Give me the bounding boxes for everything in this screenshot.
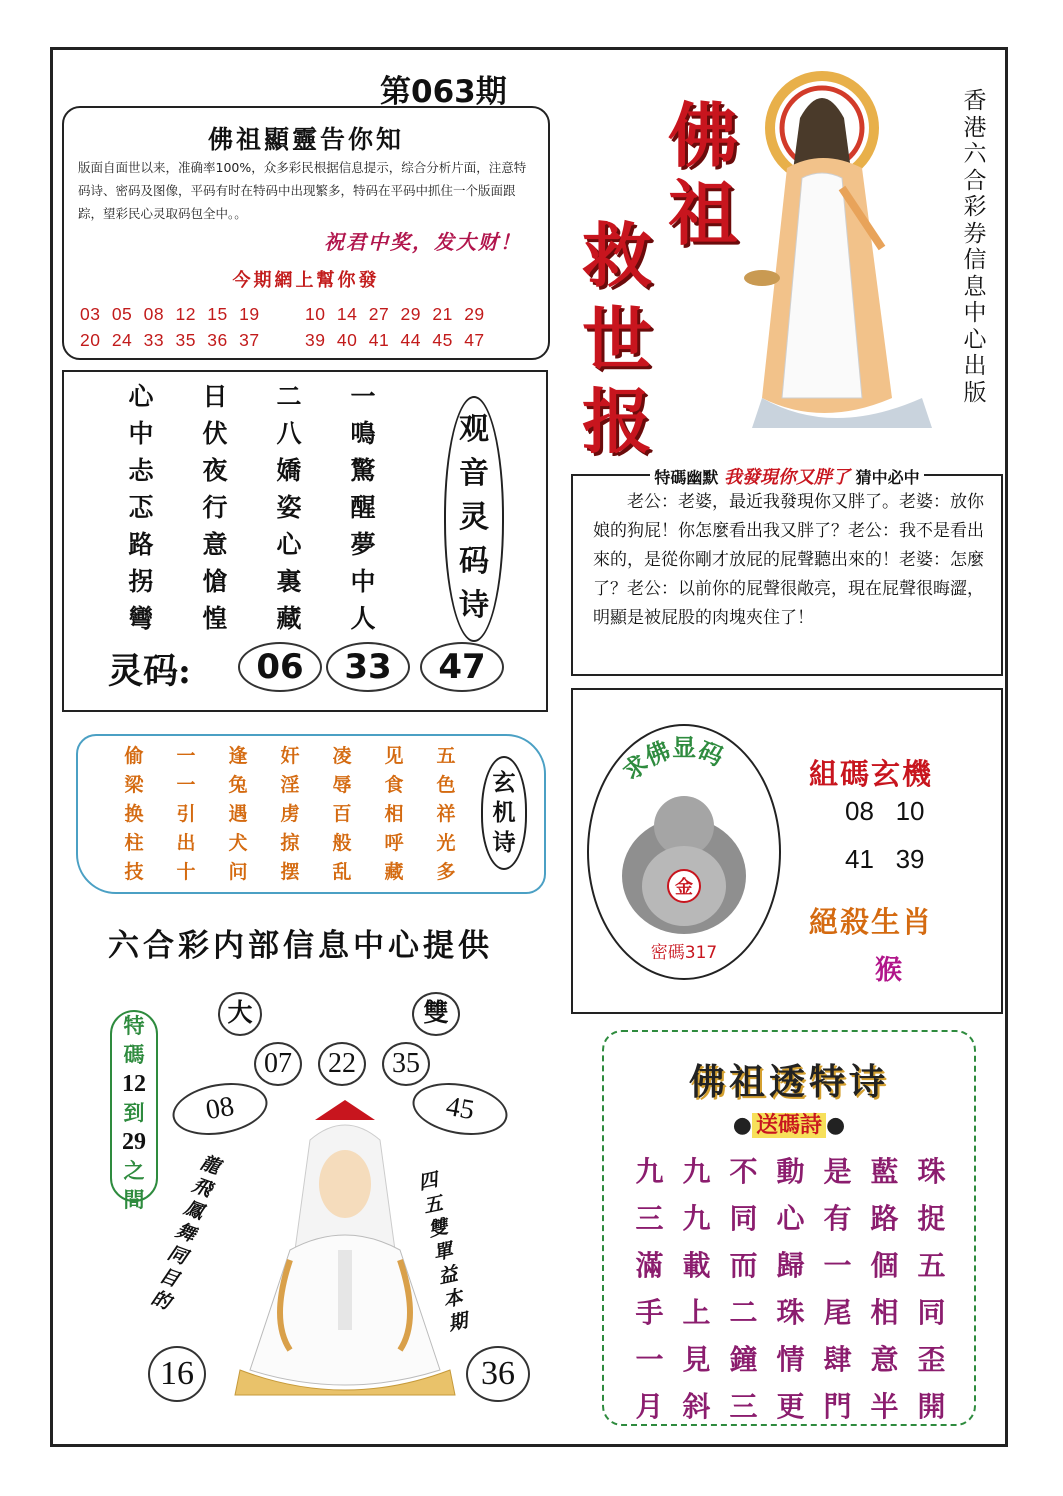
poem-char: 人	[350, 604, 376, 633]
double-circle: 雙	[412, 992, 460, 1036]
poem-title-oval	[444, 396, 504, 642]
poem-char: 中	[128, 419, 154, 448]
number-oval-left: 08	[168, 1076, 271, 1142]
joke-head-suffix: 猜中必中	[855, 468, 920, 487]
group-code-row-1: 08 10	[845, 796, 925, 826]
poem-char: 中	[350, 567, 376, 596]
poem2-char: 相	[870, 1296, 899, 1329]
xuanji-grid	[108, 742, 472, 887]
notice-wish: 祝君中奖，发大财！	[324, 230, 522, 254]
poem-char: 夢	[350, 530, 376, 559]
poem2-char: 歸	[776, 1249, 805, 1282]
xuanji-char: 食	[384, 774, 404, 796]
poem2-char: 九	[682, 1202, 711, 1235]
xuanji-char: 祥	[436, 803, 456, 825]
xuanji-char: 柱	[124, 832, 144, 854]
poem-char: 惶	[202, 604, 228, 633]
notice-title: 佛祖顯靈告你知	[207, 125, 404, 154]
poem2-char: 門	[823, 1390, 852, 1423]
poem-char: 藏	[276, 604, 302, 633]
poem-char: 嬌	[276, 456, 302, 485]
xuanji-char: 虏	[280, 803, 300, 825]
poem2-char: 九	[635, 1155, 664, 1188]
tema-char: 之	[123, 1159, 145, 1183]
poem-char: 一	[350, 382, 376, 411]
poem2-char: 是	[823, 1155, 852, 1188]
xuanji-char: 犬	[228, 832, 248, 854]
poem2-char: 半	[870, 1390, 899, 1423]
poem2-char: 上	[682, 1296, 711, 1329]
number-row-2: 20 24 33 35 36 37 39 40 41 44 45 47	[80, 330, 485, 350]
poem-char: 醒	[350, 493, 376, 522]
xuanji-char: 相	[384, 803, 404, 825]
xuanji-char: 遇	[228, 803, 248, 825]
title-char-4: 世	[582, 298, 652, 381]
provider-line: 六合彩内部信息中心提供	[108, 928, 493, 964]
lingma-label: 灵码:	[108, 651, 191, 692]
number-circle-bottom-right: 36	[466, 1346, 530, 1402]
poem-title-char: 码	[459, 544, 489, 579]
poem-grid	[104, 380, 400, 635]
xuanji-char: 百	[332, 803, 352, 825]
poem2-subtitle-line: ● 送碼詩 ●	[732, 1113, 846, 1138]
group-code-row-2: 41 39	[845, 844, 925, 874]
number-row-1: 03 05 08 12 15 19 10 14 27 29 21 29	[80, 304, 485, 324]
poem2-char: 有	[823, 1202, 852, 1235]
xuanji-char: 藏	[384, 861, 404, 883]
xuanji-char: 一	[176, 774, 196, 796]
poem2-char: 見	[682, 1343, 711, 1376]
poem2-char: 月	[635, 1390, 664, 1423]
xuanji-title-char: 玄	[492, 770, 516, 796]
poem2-subtitle: 送碼詩	[752, 1113, 826, 1138]
poem-char: 拐	[128, 567, 154, 596]
poem-title-char: 灵	[459, 500, 489, 535]
xuanji-char: 见	[384, 745, 404, 767]
title-char-1: 佛	[668, 94, 738, 177]
joke-head-prefix: 特碼幽默	[654, 468, 719, 487]
poem2-char: 捉	[917, 1202, 946, 1235]
poem2-char: 手	[635, 1296, 664, 1329]
poem2-grid	[626, 1148, 955, 1430]
lingma-number: 47	[420, 642, 504, 692]
poem2-char: 同	[917, 1296, 946, 1329]
xuanji-char: 色	[436, 774, 456, 796]
poem2-char: 鐘	[729, 1343, 758, 1376]
poem-char: 意	[202, 530, 228, 559]
xuanji-char: 凌	[332, 745, 352, 767]
poem2-char: 意	[870, 1343, 899, 1376]
poem2-char: 而	[729, 1249, 758, 1282]
poem-char: 心	[276, 530, 302, 559]
poem2-char: 不	[729, 1155, 758, 1188]
poem2-char: 滿	[635, 1249, 664, 1282]
xuanji-char: 掠	[280, 832, 300, 854]
poem2-char: 肆	[823, 1343, 852, 1376]
notice-box	[62, 106, 550, 360]
poem2-char: 一	[823, 1249, 852, 1282]
xuanji-char: 一	[176, 745, 196, 767]
poem-char: 心	[128, 382, 154, 411]
xuanji-char: 摆	[280, 861, 300, 883]
publisher-vertical: 香港六合彩券信息中心出版	[963, 88, 987, 406]
poem2-char: 五	[917, 1249, 946, 1282]
xuanji-char: 技	[124, 861, 144, 883]
poem-char: 裏	[276, 567, 302, 596]
poem-char: 鳴	[350, 419, 376, 448]
number-oval-right: 45	[408, 1076, 511, 1142]
xuanji-char: 引	[176, 803, 196, 825]
poem2-char: 一	[635, 1343, 664, 1376]
xuanji-char: 梁	[124, 774, 144, 796]
xuanji-char: 出	[176, 832, 196, 854]
poem-char: 伏	[202, 419, 228, 448]
poem2-char: 藍	[870, 1155, 899, 1188]
poem2-char: 同	[729, 1202, 758, 1235]
poem2-char: 動	[776, 1155, 805, 1188]
gold-label: 金	[675, 877, 693, 898]
tema-char: 特	[123, 1014, 145, 1038]
buddha-poem-box	[602, 1030, 976, 1426]
xuanji-title-char: 诗	[492, 830, 516, 856]
poem2-char: 路	[870, 1202, 899, 1235]
poem2-char: 珠	[917, 1155, 946, 1188]
buddha-arc-text: 求佛显码	[616, 732, 728, 787]
joke-box	[571, 467, 1003, 676]
tema-char: 間	[123, 1188, 145, 1212]
notice-subtitle: 今期網上幫你發	[232, 270, 380, 291]
kill-zodiac-title: 絕殺生肖	[809, 905, 934, 939]
tema-range-capsule	[110, 1010, 158, 1212]
poem2-char: 情	[776, 1343, 805, 1376]
laughing-buddha-image	[589, 726, 779, 978]
tema-char: 到	[123, 1101, 145, 1125]
xuanji-char: 般	[332, 832, 352, 854]
buddha-box	[571, 688, 1003, 1014]
xuanji-char: 逢	[228, 745, 248, 767]
title-char-5: 报	[582, 380, 652, 463]
xuanji-char: 五	[436, 745, 456, 767]
poem-title-char: 诗	[459, 588, 489, 623]
xuanji-char: 多	[436, 861, 456, 883]
guanyin-standing-image	[742, 58, 942, 438]
poem-char: 二	[276, 382, 302, 411]
xuanji-poem-box	[76, 734, 546, 894]
number-circle-bottom-left: 16	[148, 1346, 206, 1402]
poem2-char: 三	[729, 1390, 758, 1423]
tema-number: 29	[122, 1129, 146, 1155]
poem-title-char: 观	[459, 412, 489, 447]
poem-char: 姿	[276, 493, 302, 522]
poem2-title: 佛祖透特诗	[688, 1061, 889, 1103]
buddha-oval	[587, 724, 781, 980]
group-code-title: 組碼玄機	[809, 757, 934, 791]
poem2-char: 尾	[823, 1296, 852, 1329]
title-char-2: 祖	[668, 172, 738, 255]
xuanji-title-oval	[481, 756, 527, 870]
poem-char: 日	[202, 382, 228, 411]
poem-char: 彎	[128, 604, 154, 633]
lingma-number: 06	[238, 642, 322, 692]
xuanji-char: 淫	[280, 774, 300, 796]
poem-char: 驚	[350, 456, 376, 485]
poem-char: 忑	[128, 493, 154, 522]
xuanji-char: 光	[436, 832, 456, 854]
xuanji-char: 问	[228, 861, 248, 883]
title-char-3: 救	[582, 214, 652, 297]
poem2-char: 珠	[776, 1296, 805, 1329]
number-circle: 22	[318, 1042, 366, 1086]
notice-body: 版面自面世以来，准确率100%，众多彩民根据信息提示，综合分析片面，注意特码诗、密码及图像，平码有时在特码中出现繁多，特码在平码中抓住一个版面跟踪，望彩民心灵取码包全中。。	[78, 160, 527, 221]
xuanji-char: 十	[176, 861, 196, 883]
xuanji-title-char: 机	[492, 800, 516, 826]
number-circle: 35	[382, 1042, 430, 1086]
guanyin-seated-image	[230, 1100, 460, 1400]
poem-char: 八	[276, 419, 302, 448]
xuanji-char: 偷	[124, 745, 144, 767]
poem2-char: 斜	[682, 1390, 711, 1423]
guanyin-poem-box	[62, 370, 548, 712]
lingma-number: 33	[326, 642, 410, 692]
poem-title-char: 音	[459, 456, 489, 491]
kill-zodiac-value: 猴	[875, 955, 902, 986]
left-vertical-text: 龍飛鳳舞同目的	[148, 1151, 223, 1314]
poem2-char: 三	[635, 1202, 664, 1235]
poem2-char: 九	[682, 1155, 711, 1188]
joke-body: 老公：老婆，最近我發現你又胖了。老婆：放你娘的狗屁！你怎麼看出我又胖了？老公：我不是看出來的，是從你剛才放屁的屁聲聽出來的！老婆：怎麼了？老公：以前你的屁聲很敞亮，現在屁聲很晦澀，明顯是被屁股的肉塊夾住了！	[593, 492, 984, 628]
tema-number: 12	[122, 1071, 146, 1097]
number-circle: 07	[254, 1042, 302, 1086]
poem2-char: 更	[776, 1390, 805, 1423]
tema-char: 碼	[123, 1043, 145, 1067]
poem-char: 路	[128, 530, 154, 559]
poem-char: 夜	[202, 456, 228, 485]
poem2-char: 心	[776, 1202, 805, 1235]
xuanji-char: 兔	[228, 774, 248, 796]
joke-head-highlight: 我發現你又胖了	[724, 467, 850, 488]
xuanji-char: 辱	[332, 774, 352, 796]
right-vertical-text: 四五雙單益本期	[416, 1168, 470, 1336]
poem-char: 行	[202, 493, 228, 522]
xuanji-char: 换	[124, 803, 144, 825]
poem2-char: 個	[870, 1249, 899, 1282]
poem-char: 愴	[202, 567, 228, 596]
poem2-char: 載	[682, 1249, 711, 1282]
poem2-char: 二	[729, 1296, 758, 1329]
secret-code: 密碼317	[650, 943, 718, 963]
joke-header	[573, 463, 1001, 489]
big-circle: 大	[218, 992, 262, 1036]
poem2-char: 開	[917, 1390, 946, 1423]
xuanji-char: 呼	[384, 832, 404, 854]
issue-number: 第063期	[380, 74, 507, 110]
poem-char: 忐	[128, 456, 154, 485]
xuanji-char: 乱	[332, 861, 352, 883]
poem2-char: 歪	[917, 1343, 946, 1376]
xuanji-char: 奸	[280, 745, 300, 767]
